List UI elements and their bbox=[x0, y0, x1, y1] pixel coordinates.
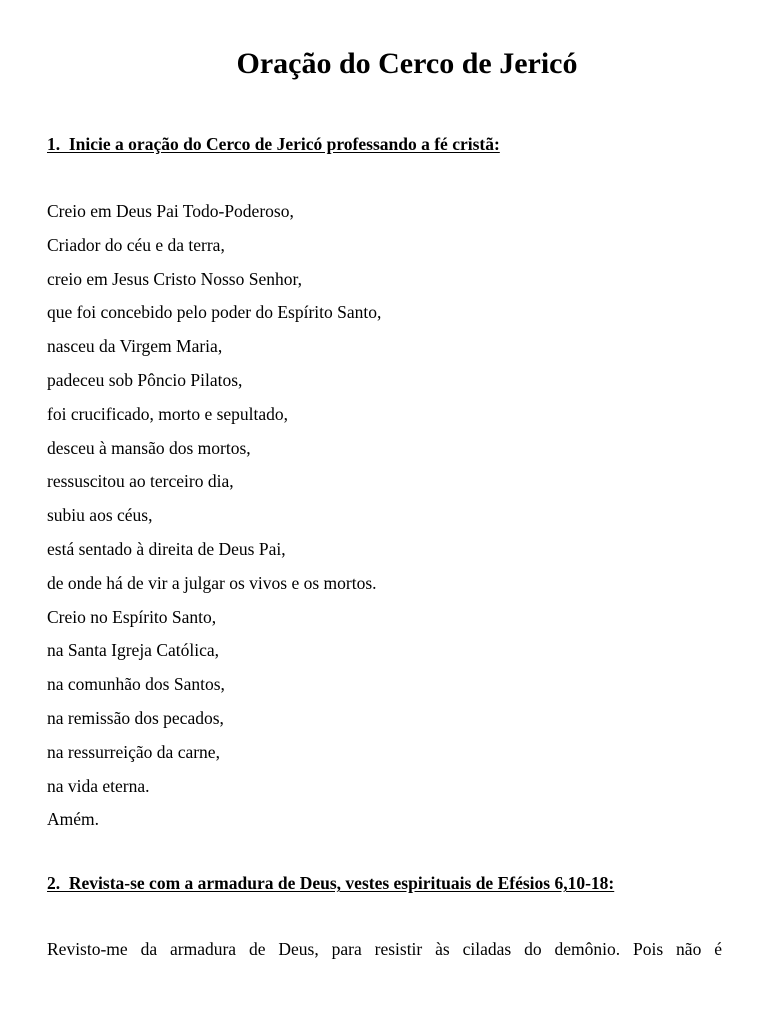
creed-text bbox=[47, 200, 381, 842]
creed-line: Creio em Deus Pai Todo-Poderoso, bbox=[47, 201, 294, 221]
creed-line: subiu aos céus, bbox=[47, 505, 153, 526]
section-2-heading: 2. Revista-se com a armadura de Deus, vestes espirituais de Efésios 6,10-18: bbox=[47, 873, 615, 893]
creed-line: desceu à mansão dos mortos, bbox=[47, 437, 251, 458]
creed-line: está sentado à direita de Deus Pai, bbox=[47, 538, 286, 559]
creed-line: na remissão dos pecados, bbox=[47, 707, 224, 728]
creed-line: padeceu sob Pôncio Pilatos, bbox=[47, 369, 243, 390]
creed-line: na ressurreição da carne, bbox=[47, 741, 220, 762]
creed-line: na Santa Igreja Católica, bbox=[47, 640, 220, 661]
creed-line: nasceu da Virgem Maria, bbox=[47, 336, 223, 357]
creed-line: foi crucificado, morto e sepultado, bbox=[47, 403, 289, 424]
creed-line: de onde há de vir a julgar os vivos e os mortos. bbox=[47, 572, 377, 593]
creed-line: Creio no Espírito Santo, bbox=[47, 606, 217, 627]
creed-line: ressuscitou ao terceiro dia, bbox=[47, 471, 234, 492]
document-title: Oração do Cerco de Jericó bbox=[236, 47, 578, 80]
section-1-heading: 1. Inicie a oração do Cerco de Jericó professando a fé cristã: bbox=[47, 134, 500, 154]
creed-line: Amém. bbox=[47, 809, 100, 830]
creed-line: que foi concebido pelo poder do Espírito Santo, bbox=[47, 302, 382, 323]
section-2-paragraph: Revisto-me da armadura de Deus, para resistir às ciladas do demônio. Pois não é bbox=[47, 939, 722, 959]
creed-line: Criador do céu e da terra, bbox=[47, 234, 225, 255]
creed-line: creio em Jesus Cristo Nosso Senhor, bbox=[47, 268, 302, 289]
creed-line: na vida eterna. bbox=[47, 775, 150, 796]
creed-line: na comunhão dos Santos, bbox=[47, 674, 225, 695]
